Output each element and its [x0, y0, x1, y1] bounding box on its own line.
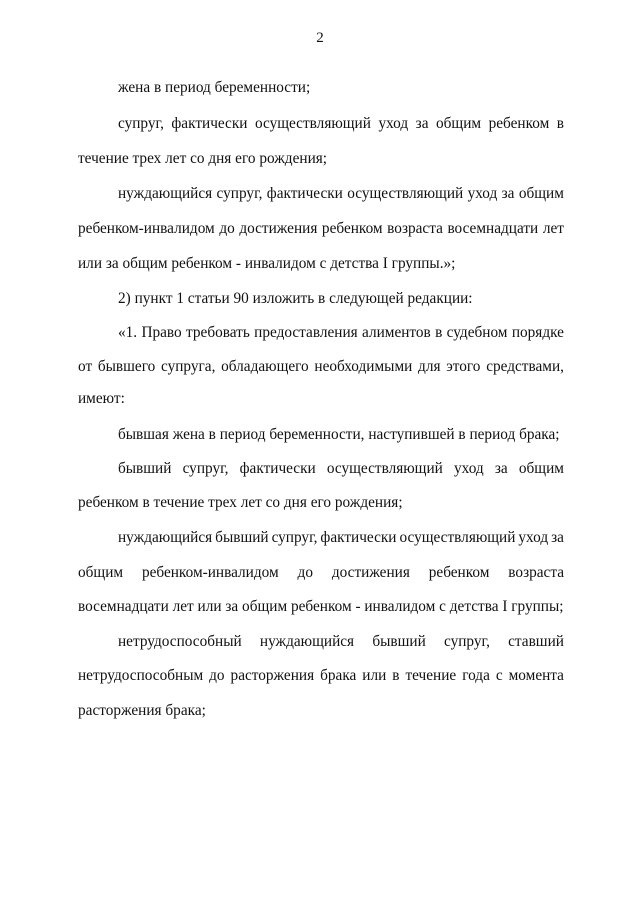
word: предоставления	[254, 324, 358, 341]
paragraph-4-line-1: 2) пункт 1 статьи 90 изложить в следующей редакции:	[118, 290, 473, 307]
paragraph-3-line-1	[118, 185, 564, 203]
word: супруг,	[118, 115, 164, 132]
paragraph-3-line-3: или за общим ребенком - инвалидом с детства I группы.»;	[78, 255, 456, 272]
word: средствами,	[486, 358, 564, 375]
word: общим	[518, 460, 564, 477]
word: алиментов	[362, 324, 431, 341]
word: порядке	[511, 324, 564, 341]
word: осуществляющий	[347, 185, 464, 202]
word: общим	[436, 115, 482, 132]
word: нетрудоспособный	[118, 633, 242, 650]
word: в	[435, 324, 443, 341]
paragraph-8-line-1	[118, 529, 564, 547]
word: осуществляющий	[399, 529, 516, 546]
word: момента	[508, 667, 564, 684]
paragraph-9-line-1	[118, 633, 564, 651]
word: уход	[454, 460, 484, 477]
word: до	[297, 564, 313, 581]
word: ребенком	[428, 564, 490, 581]
word: брака	[320, 667, 357, 684]
word: течение	[405, 667, 457, 684]
word: ребенком	[488, 115, 550, 132]
word: судебном	[446, 324, 508, 341]
word: ставший	[508, 633, 564, 650]
word: фактически	[239, 460, 316, 477]
paragraph-5-line-2	[78, 358, 564, 376]
word: до	[209, 667, 225, 684]
word: бывший	[118, 460, 172, 477]
word: супруга,	[160, 358, 216, 375]
word: достижения	[239, 220, 318, 237]
word: достижения	[331, 564, 410, 581]
word: в	[392, 667, 400, 684]
word: за	[551, 529, 564, 546]
paragraph-8-line-2	[78, 564, 564, 582]
word: нуждающийся	[118, 529, 213, 546]
word: до	[219, 220, 235, 237]
paragraph-9-line-3: расторжения брака;	[78, 702, 206, 719]
word: фактически	[171, 115, 248, 132]
word: бывший	[372, 633, 426, 650]
word: осуществляющий	[254, 115, 371, 132]
word: лет	[542, 220, 564, 237]
paragraph-2-line-2: течение трех лет со дня его рождения;	[78, 150, 328, 167]
word: супруг,	[182, 460, 229, 477]
word: супруг,	[271, 529, 318, 546]
page-number: 2	[316, 30, 324, 46]
word: за	[494, 460, 508, 477]
word: ребенком	[321, 220, 383, 237]
word: ребенком-инвалидом	[141, 564, 279, 581]
paragraph-5-line-1	[118, 324, 564, 342]
word: Право	[141, 324, 182, 341]
paragraph-8-line-3: восемнадцати лет или за общим ребенком - инвалидом с детства I группы;	[78, 598, 564, 615]
word: за	[415, 115, 429, 132]
word: восемнадцати	[447, 220, 539, 237]
word: супруг,	[216, 185, 263, 202]
paragraph-3-line-2	[78, 220, 564, 238]
word: возраста	[387, 220, 443, 237]
word: от	[78, 358, 93, 375]
paragraph-9-line-2	[78, 667, 564, 685]
word: требовать	[186, 324, 250, 341]
word: общим	[518, 185, 564, 202]
paragraph-1-line-1: жена в период беременности;	[118, 79, 311, 96]
word: расторжения	[230, 667, 315, 684]
word: с	[495, 667, 503, 684]
paragraph-5-line-3: имеют:	[78, 390, 125, 407]
word: нуждающийся	[118, 185, 213, 202]
word: нуждающийся	[259, 633, 355, 650]
paragraph-2-line-1	[118, 115, 564, 133]
word: за	[501, 185, 515, 202]
paragraph-7-line-1	[118, 460, 564, 478]
word: для	[418, 358, 441, 375]
word: фактически	[320, 529, 397, 546]
word: фактически	[266, 185, 343, 202]
paragraph-6-line-1: бывшая жена в период беременности, наступившей в период брака;	[118, 426, 560, 443]
word: возраста	[508, 564, 564, 581]
word: или	[362, 667, 387, 684]
word: в	[556, 115, 564, 132]
word: бывший	[215, 529, 269, 546]
word: уход	[518, 529, 549, 546]
word: уход	[378, 115, 409, 132]
word: обладающего	[221, 358, 309, 375]
word: необходимыми	[314, 358, 413, 375]
word: этого	[446, 358, 481, 375]
word: уход	[467, 185, 498, 202]
word: супруг,	[444, 633, 490, 650]
word: нетрудоспособным	[78, 667, 204, 684]
word: общим	[78, 564, 124, 581]
paragraph-7-line-2: ребенком в течение трех лет со дня его рождения;	[78, 494, 403, 511]
word: «1.	[118, 324, 138, 341]
word: года	[462, 667, 490, 684]
word: ребенком-инвалидом	[78, 220, 215, 237]
word: бывшего	[97, 358, 156, 375]
word: осуществляющий	[326, 460, 443, 477]
